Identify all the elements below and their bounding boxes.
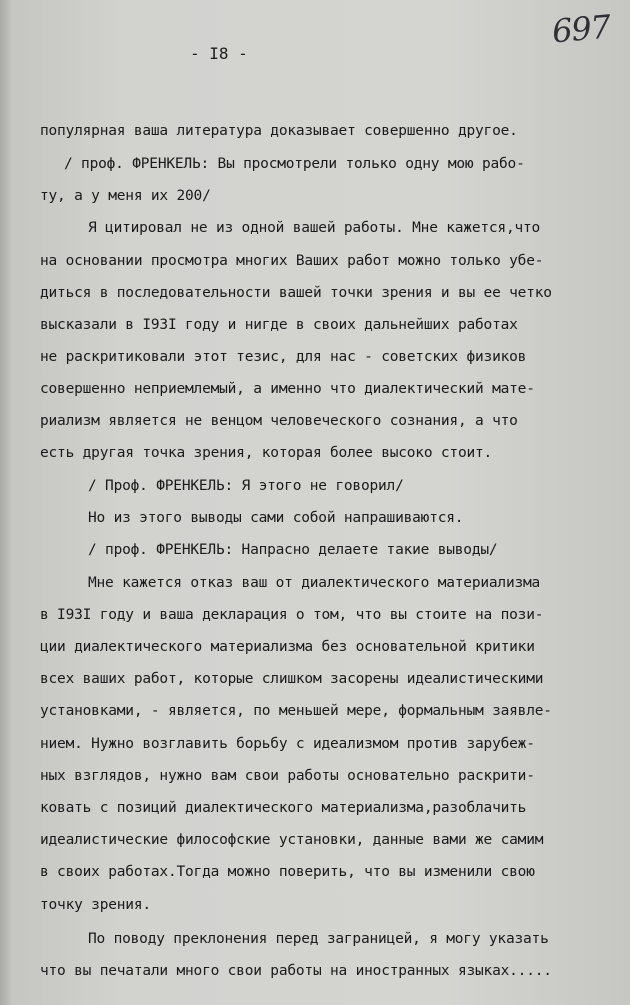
text-line: ту, а у меня их 200/ xyxy=(40,188,211,204)
text-line: популярная ваша литература доказывает совершенно другое. xyxy=(40,123,518,139)
text-line: / Проф. ФРЕНКЕЛЬ: Я этого не говорил/ xyxy=(88,478,404,494)
text-line: По поводу преклонения перед заграницей, я могу указать xyxy=(88,931,549,947)
text-line: точку зрения. xyxy=(40,897,151,913)
text-line: идеалистические философские установки, данные вами же самим xyxy=(40,832,544,848)
text-line: риализм является не венцом человеческого сознания, а что xyxy=(40,413,518,429)
binding-shadow xyxy=(0,0,12,1005)
text-line: есть другая точка зрения, которая более высоко стоит. xyxy=(40,445,493,461)
text-line: ных взглядов, нужно вам свои работы основательно раскрити- xyxy=(40,768,535,784)
text-line: Но из этого выводы сами собой напрашиваются. xyxy=(88,510,464,526)
text-line: / проф. ФРЕНКЕЛЬ: Вы просмотрели только одну мою рабо- xyxy=(64,156,525,172)
text-line: высказали в I93I году и нигде в своих дальнейших работах xyxy=(40,317,518,333)
text-line: диться в последовательности вашей точки зрения и вы ее четко xyxy=(40,285,552,301)
text-line: в своих работах.Тогда можно поверить, что вы изменили свою xyxy=(40,864,535,880)
archive-folio-number: 697 xyxy=(550,7,612,51)
text-line: Мне кажется отказ ваш от диалектического материализма xyxy=(88,575,541,591)
text-line: ковать с позиций диалектического материализма,разоблачить xyxy=(40,800,527,816)
text-line: на основании просмотра многих Ваших работ можно только убе- xyxy=(40,253,544,269)
text-line: не раскритиковали этот тезис, для нас - советских физиков xyxy=(40,349,527,365)
text-line: ции диалектического материализма без основательной критики xyxy=(40,639,535,655)
text-line: совершенно неприемлемый, а именно что диалектический мате- xyxy=(40,381,535,397)
text-line: / проф. ФРЕНКЕЛЬ: Напрасно делаете такие выводы/ xyxy=(88,542,498,558)
text-line: что вы печатали много свои работы на иностранных языках..... xyxy=(40,963,552,979)
text-line: всех ваших работ, которые слишком засорены идеалистическими xyxy=(40,671,544,687)
text-line: установками, - является, по меньшей мере, формальным заявле- xyxy=(40,703,552,719)
text-line: нием. Нужно возглавить борьбу с идеализмом против зарубеж- xyxy=(40,736,535,752)
text-line: Я цитировал не из одной вашей работы. Мне кажется,что xyxy=(88,220,541,236)
text-line: в I93I году и ваша декларация о том, что вы стоите на пози- xyxy=(40,607,544,623)
page-number: - I8 - xyxy=(190,44,248,63)
